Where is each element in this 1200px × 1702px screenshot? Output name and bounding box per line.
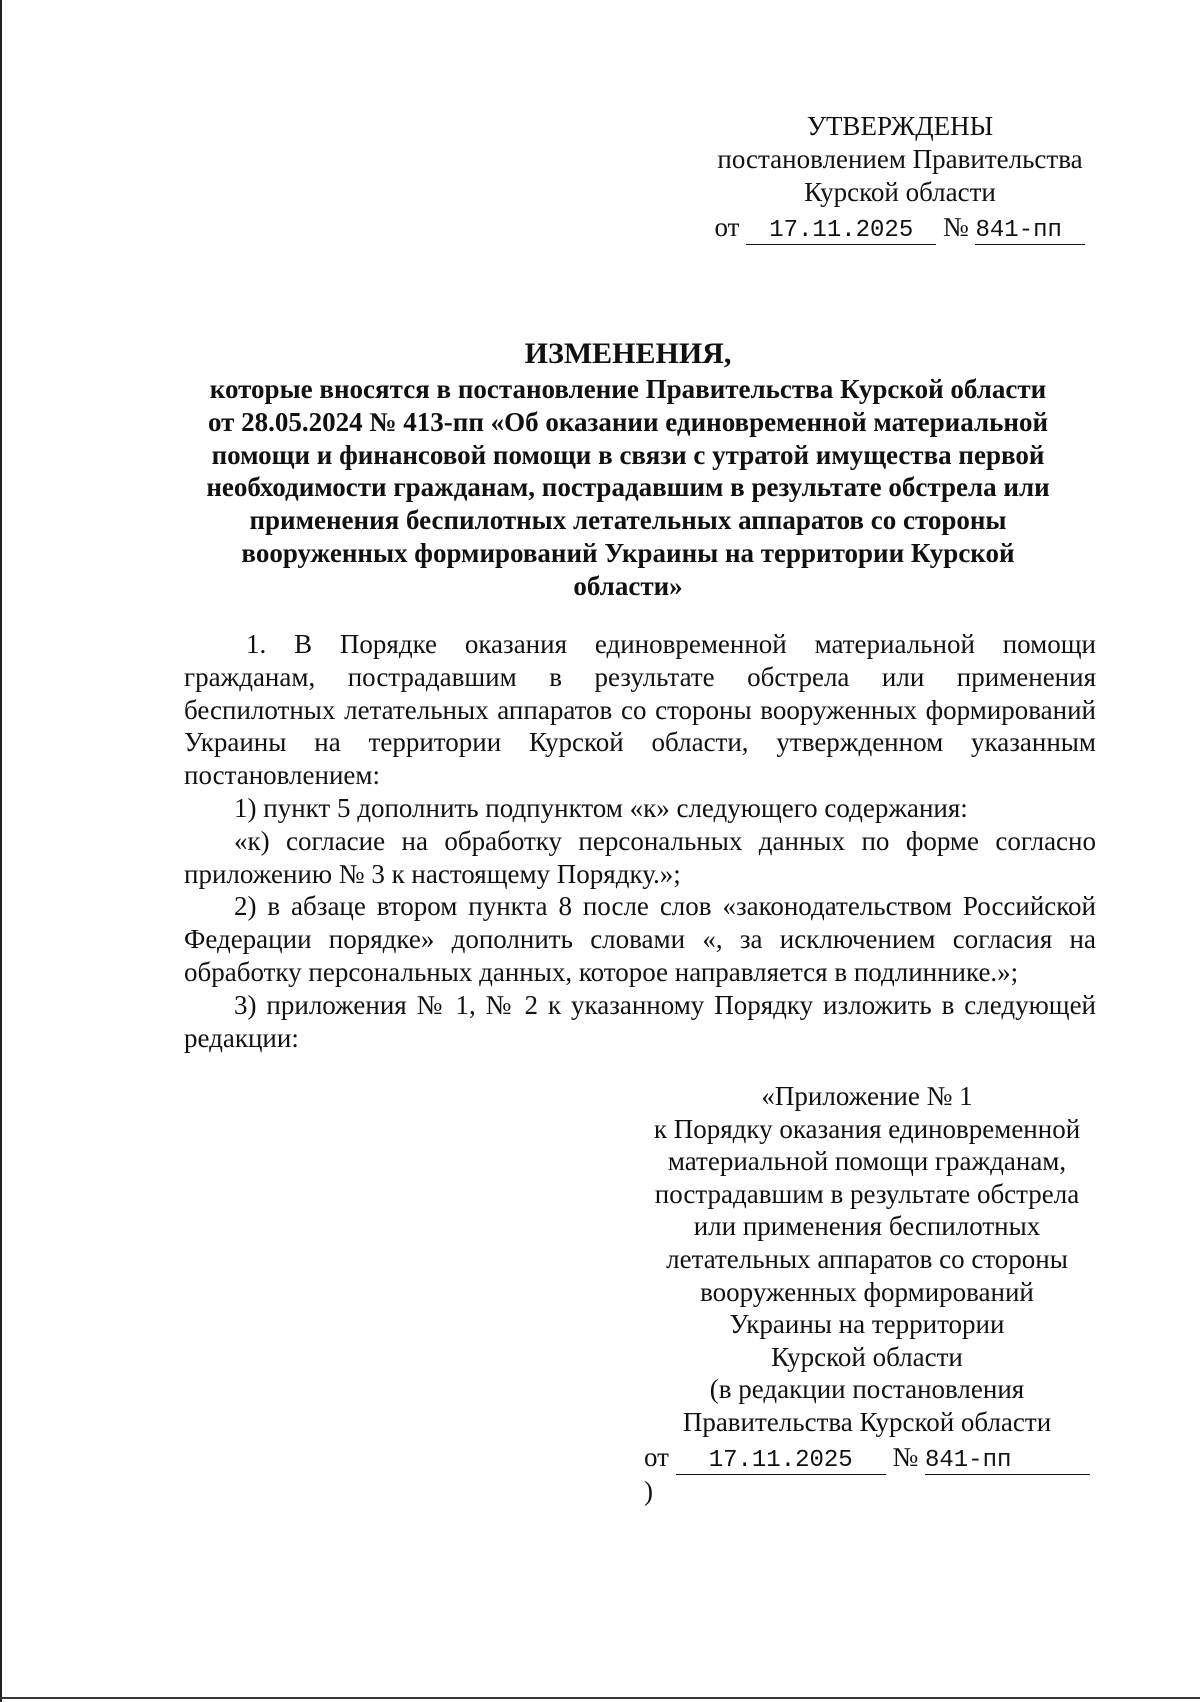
title-line: от 28.05.2024 № 413-пп «Об оказании единовременной материальной: [207, 406, 1049, 437]
title-sub: [178, 373, 1078, 603]
title-line: помощи и финансовой помощи в связи с утратой имущества первой: [211, 439, 1045, 470]
approval-reference: [690, 211, 1110, 245]
appendix-line: вооруженных формирований: [700, 1276, 1034, 1307]
approval-date-prefix: от: [714, 212, 740, 242]
paragraph-3: «к) согласие на обработку персональных данных по форме согласно приложению № 3 к настоящему Порядку.»;: [184, 825, 1096, 889]
approval-date: 17.11.2025: [746, 218, 936, 245]
appendix-closing-paren: ): [644, 1475, 653, 1506]
appendix-line: к Порядку оказания единовременной: [653, 1113, 1081, 1144]
appendix-line: Правительства Курской области: [682, 1406, 1052, 1437]
appendix-line: Курской области: [771, 1341, 963, 1372]
paragraph-4: 2) в абзаце втором пункта 8 после слов «законодательством Российской Федерации порядке» дополнить словами «, за исключением согласия на обработку персональных данных, которое направляется в подлиннике.»;: [184, 891, 1096, 987]
appendix-number: 841-пп: [925, 1448, 1090, 1475]
approval-heading: УТВЕРЖДЕНЫ: [806, 111, 994, 141]
appendix-line: материальной помощи гражданам,: [667, 1146, 1067, 1177]
appendix-line: или применения беспилотных: [693, 1211, 1041, 1242]
appendix-line: летательных аппаратов со стороны: [666, 1243, 1068, 1274]
appendix-line: Украины на территории: [729, 1309, 1005, 1340]
appendix-date: 17.11.2025: [676, 1448, 886, 1475]
title-line: необходимости гражданам, пострадавшим в результате обстрела или: [206, 472, 1050, 503]
approval-line-1: постановлением Правительства: [717, 144, 1083, 174]
paragraph-2: 1) пункт 5 дополнить подпунктом «к» следующего содержания:: [234, 792, 968, 823]
appendix-line: «Приложение № 1: [761, 1081, 973, 1111]
title-line: применения беспилотных летательных аппаратов со стороны: [249, 505, 1007, 536]
approval-block: [690, 110, 1110, 245]
scan-edge-left: [0, 0, 2, 1702]
title-main: ИЗМЕНЕНИЯ,: [524, 337, 732, 370]
approval-number: 841-пп: [975, 218, 1085, 245]
appendix-line: (в редакции постановления: [709, 1374, 1025, 1405]
title-line: области»: [573, 570, 683, 601]
paragraph-1: 1. В Порядке оказания единовременной материальной помощи гражданам, пострадавшим в результате обстрела или применения беспилотных летательных аппаратов со стороны вооруженных формирований Украины на территории Курской области, утвержденном указанным постановлением:: [184, 629, 1096, 791]
scan-edge-bottom: [0, 1697, 1200, 1699]
approval-line-2: Курской области: [804, 177, 996, 207]
title-line: которые вносятся в постановление Правительства Курской области: [209, 374, 1047, 404]
appendix-number-prefix: №: [892, 1441, 919, 1472]
appendix-date-prefix: от: [644, 1441, 669, 1472]
appendix-reference: [636, 1441, 1098, 1508]
document-title: [178, 335, 1078, 603]
appendix-header: [636, 1080, 1098, 1507]
approval-number-prefix: №: [942, 212, 969, 242]
appendix-line: пострадавшим в результате обстрела: [654, 1178, 1080, 1209]
document-body: [184, 628, 1096, 1054]
paragraph-5: 3) приложения № 1, № 2 к указанному Порядку изложить в следующей редакции:: [184, 989, 1096, 1053]
title-line: вооруженных формирований Украины на территории Курской: [241, 537, 1015, 568]
